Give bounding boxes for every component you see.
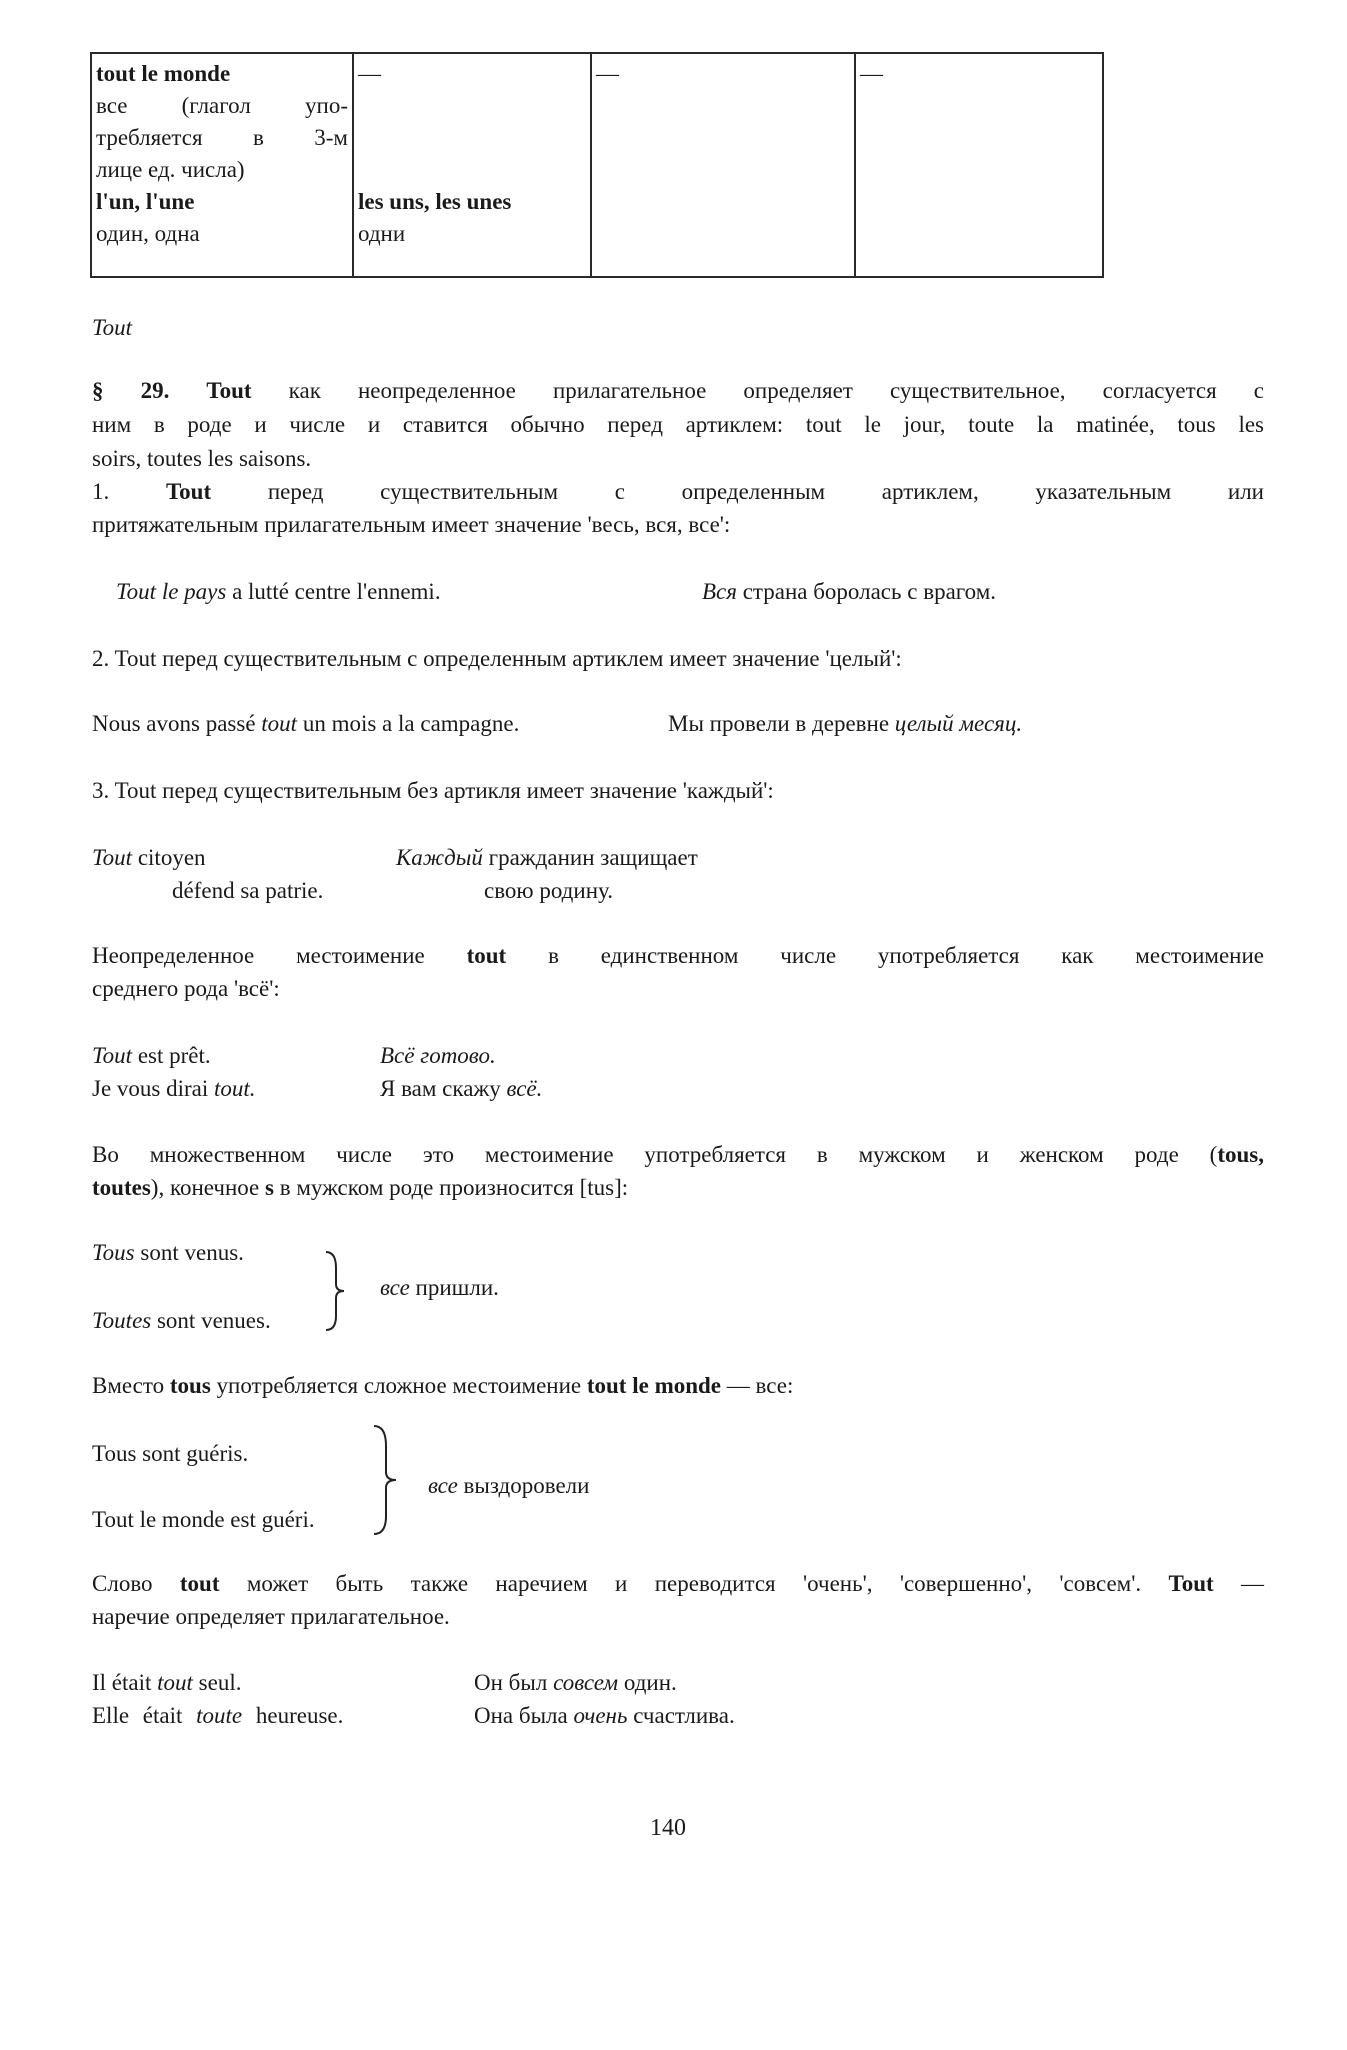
example-7-r1-fr: Il était tout seul. bbox=[92, 1670, 242, 1695]
example-5-line2: Toutes sont venues. bbox=[92, 1308, 271, 1333]
table-cell-2 bbox=[353, 53, 591, 277]
item-2: 2. Tout перед существительным с определенным артиклем имеет значение 'целый': bbox=[92, 646, 902, 671]
brace-icon bbox=[370, 1420, 410, 1540]
table-cell-4 bbox=[855, 53, 1103, 277]
plural-paragraph-line2: toutes), конечное s в мужском роде произносится [tus]: bbox=[92, 1175, 629, 1200]
neuter-paragraph-line1: Неопределенное местоимение tout в единственном числе употребляется как местоимение bbox=[92, 943, 1264, 968]
example-6-ru: все выздоровели bbox=[428, 1473, 590, 1498]
example-5-line1: Tous sont venus. bbox=[92, 1240, 244, 1265]
example-4-r1-ru: Всё готово. bbox=[380, 1043, 496, 1068]
section-heading: Tout bbox=[92, 315, 133, 340]
dash: — bbox=[358, 61, 381, 86]
cell-line: все (глагол упо- bbox=[96, 93, 348, 118]
example-3-ru-line1: Каждый гражданин защищает bbox=[396, 845, 698, 870]
example-7-r2-fr: Elle était toute heureuse. bbox=[92, 1703, 344, 1728]
example-7-r2-ru: Она была очень счастлива. bbox=[474, 1703, 735, 1728]
page-number: 140 bbox=[650, 1815, 686, 1841]
cell-line: l'un, l'une bbox=[96, 189, 195, 214]
example-5-ru: все пришли. bbox=[380, 1275, 499, 1300]
example-3-fr-line1: Tout citoyen bbox=[92, 845, 206, 870]
dash: — bbox=[860, 61, 883, 86]
adverb-paragraph-line2: наречие определяет прилагательное. bbox=[92, 1604, 450, 1629]
table-cell-1 bbox=[91, 53, 353, 277]
cell-line: один, одна bbox=[96, 221, 200, 246]
example-3-fr-line2: défend sa patrie. bbox=[172, 878, 324, 903]
example-4-r1-fr: Tout est prêt. bbox=[92, 1043, 211, 1068]
example-1-fr: Tout le pays a lutté centre l'ennemi. bbox=[116, 579, 441, 604]
table-cell-3 bbox=[591, 53, 855, 277]
brace-icon bbox=[322, 1246, 352, 1336]
adverb-paragraph-line1: Слово tout может быть также наречием и переводится 'очень', 'совершенно', 'совсем'. Tout — bbox=[92, 1571, 1265, 1596]
example-6-line2: Tout le monde est guéri. bbox=[92, 1507, 315, 1532]
paragraph-29-line2: ним в роде и числе и ставится обычно перед артиклем: tout le jour, toute la matinée, tous les bbox=[92, 412, 1264, 437]
plural-paragraph-line1: Во множественном числе это местоимение употребляется в мужском и женском роде (tous, bbox=[92, 1142, 1264, 1167]
cell-line: одни bbox=[358, 221, 406, 246]
item-3: 3. Tout перед существительным без артикля имеет значение 'каждый': bbox=[92, 778, 774, 803]
instead-paragraph: Вместо tous употребляется сложное местоимение tout le monde — все: bbox=[92, 1373, 794, 1398]
neuter-paragraph-line2: среднего рода 'всё': bbox=[92, 976, 280, 1001]
example-4-r2-ru: Я вам скажу всё. bbox=[380, 1076, 543, 1101]
example-1-ru: Вся страна боролась с врагом. bbox=[702, 579, 997, 604]
example-2-fr: Nous avons passé tout un mois a la campagne. bbox=[92, 711, 520, 736]
pronoun-table bbox=[90, 52, 1104, 278]
cell-line: tout le monde bbox=[96, 61, 231, 86]
cell-line: лице ед. числа) bbox=[96, 157, 245, 182]
cell-line: les uns, les unes bbox=[358, 189, 512, 214]
example-6-line1: Tous sont guéris. bbox=[92, 1441, 249, 1466]
item-1-line1: 1. Tout перед существительным с определенным артиклем, указательным или bbox=[92, 479, 1264, 504]
item-1-line2: притяжательным прилагательным имеет значение 'весь, вся, все': bbox=[92, 512, 731, 537]
example-3-ru-line2: свою родину. bbox=[484, 878, 613, 903]
example-4-r2-fr: Je vous dirai tout. bbox=[92, 1076, 256, 1101]
example-7-r1-ru: Он был совсем один. bbox=[474, 1670, 677, 1695]
paragraph-29-line3: soirs, toutes les saisons. bbox=[92, 446, 312, 471]
paragraph-29-line1: § 29. Tout как неопределенное прилагательное определяет существительное, согласуется с bbox=[92, 378, 1264, 403]
cell-line: требляется в 3-м bbox=[96, 125, 348, 150]
dash: — bbox=[596, 61, 619, 86]
example-2-ru: Мы провели в деревне целый месяц. bbox=[668, 711, 1023, 736]
